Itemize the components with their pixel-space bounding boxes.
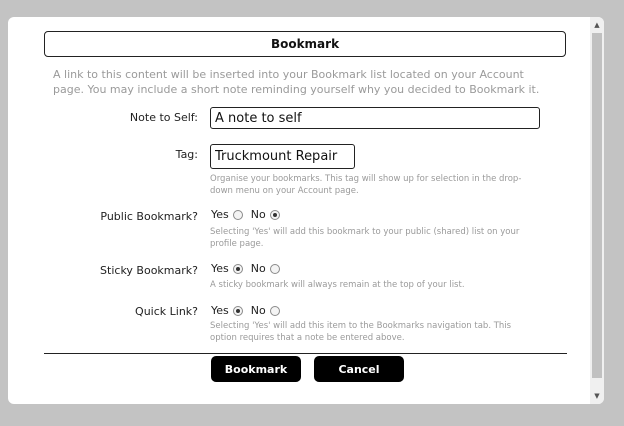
intro-text: A link to this content will be inserted into your Bookmark list located on your Account page. You may include a short note reminding yourself why you decided to Bookmark it.: [53, 68, 540, 96]
tag-input[interactable]: [210, 144, 355, 169]
scroll-down-icon[interactable]: ▼: [594, 392, 600, 400]
tag-label: Tag:: [175, 148, 198, 161]
note-input[interactable]: [210, 107, 540, 129]
quick-yes-label: Yes: [211, 304, 229, 317]
sticky-yes-radio[interactable]: [233, 264, 243, 274]
sticky-bookmark-options: [211, 262, 288, 275]
sticky-bookmark-label: Sticky Bookmark?: [100, 264, 198, 277]
bookmark-dialog: [8, 17, 604, 404]
dialog-title: Bookmark: [44, 31, 566, 57]
public-no-label: No: [250, 208, 266, 221]
quick-link-hint: Selecting 'Yes' will add this item to the Bookmarks navigation tab. This option requires that a note be entered above.: [210, 321, 512, 343]
scroll-up-icon[interactable]: ▲: [594, 21, 600, 29]
sticky-no-label: No: [250, 262, 266, 275]
quick-link-options: [211, 304, 288, 317]
quick-no-radio[interactable]: [270, 306, 280, 316]
quick-no-label: No: [250, 304, 266, 317]
vertical-scrollbar[interactable]: [590, 17, 604, 404]
note-label: Note to Self:: [129, 111, 198, 124]
divider: [44, 353, 567, 354]
tag-hint: Organise your bookmarks. This tag will show up for selection in the drop-down menu on your Account page.: [210, 174, 522, 196]
sticky-yes-label: Yes: [211, 262, 229, 275]
sticky-no-radio[interactable]: [270, 264, 280, 274]
cancel-button[interactable]: Cancel: [314, 356, 404, 382]
public-bookmark-hint: Selecting 'Yes' will add this bookmark to your public (shared) list on your profile page.: [210, 227, 520, 249]
sticky-bookmark-hint: A sticky bookmark will always remain at the top of your list.: [210, 280, 465, 290]
bookmark-button[interactable]: Bookmark: [211, 356, 301, 382]
quick-yes-radio[interactable]: [233, 306, 243, 316]
quick-link-label: Quick Link?: [135, 305, 198, 318]
scroll-thumb[interactable]: [592, 33, 602, 378]
public-yes-radio[interactable]: [233, 210, 243, 220]
public-yes-label: Yes: [211, 208, 229, 221]
public-no-radio[interactable]: [270, 210, 280, 220]
public-bookmark-label: Public Bookmark?: [100, 210, 198, 223]
public-bookmark-options: [211, 208, 288, 221]
